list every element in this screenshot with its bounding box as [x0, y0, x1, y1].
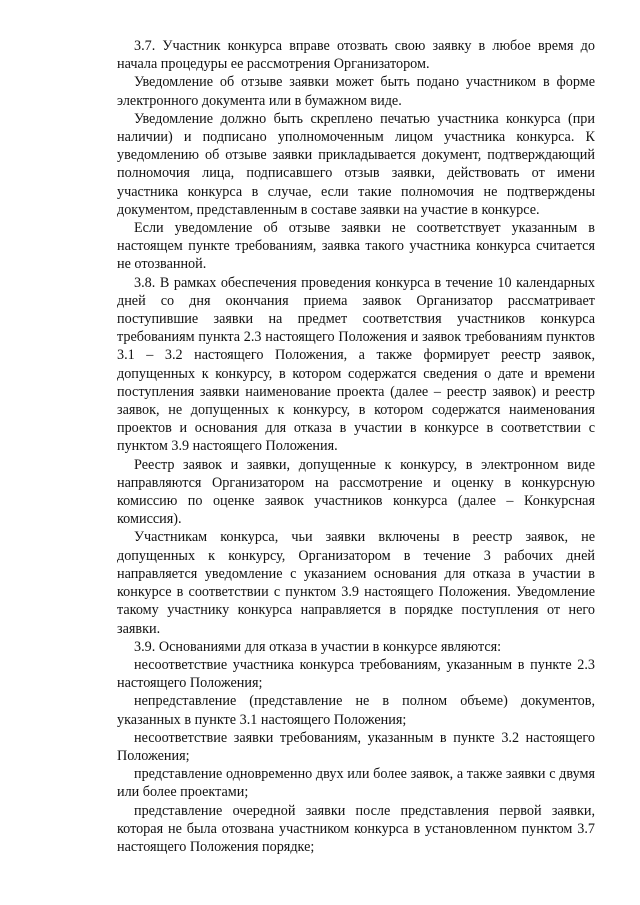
paragraph-3-7: 3.7. Участник конкурса вправе отозвать свою заявку в любое время до начала процедуры ее рассмотрения Организатором. — [117, 38, 595, 73]
list-item-ground-application: несоответствие заявки требованиям, указанным в пункте 3.2 настоящего Положения; — [117, 729, 595, 764]
list-item-ground-multiple: представление одновременно двух или более заявок, а также заявки с двумя или более проектами; — [117, 766, 595, 801]
paragraph-withdrawal-form: Уведомление об отзыве заявки может быть подано участником в форме электронного документа или в бумажном виде. — [117, 74, 595, 109]
list-item-ground-documents: непредставление (представление не в полном объеме) документов, указанных в пункте 3.1 настоящего Положения; — [117, 693, 595, 728]
paragraph-3-8: 3.8. В рамках обеспечения проведения конкурса в течение 10 календарных дней со дня окончания приема заявок Организатор рассматривает поступившие заявки на предмет соответствия участников конкурса требованиям пункта 2.3 настоящего Положения и заявок требованиям пунктов 3.1 – 3.2 настоящего Положения, а также формирует реестр заявок, допущенных к конкурсу, в котором содержатся сведения о дате и времени поступления заявки наименование проекта (далее – реестр заявок) и реестр заявок, не допущенных к конкурсу, в котором содержатся наименования проектов и основания для отказа в участии в конкурсе в соответствии с пунктом 3.9 настоящего Положения. — [117, 274, 595, 455]
paragraph-3-9: 3.9. Основаниями для отказа в участии в конкурсе являются: — [134, 638, 502, 655]
document-body — [117, 37, 595, 856]
paragraph-withdrawal-seal: Уведомление должно быть скреплено печатью участника конкурса (при наличии) и подписано уполномоченным лицом участника конкурса. К уведомлению об отзыве заявки прикладывается документ, подтверждающий полномочия лица, подписавшего отзыв заявки, действовать от имени участника конкурса в случае, если такие полномочия не подтверждены документом, представленным в составе заявки на участие в конкурсе. — [117, 110, 595, 218]
paragraph-rejection-notice: Участникам конкурса, чьи заявки включены в реестр заявок, не допущенных к конкурсу, Организатором в течение 3 рабочих дней направляется уведомление с указанием основания для отказа в участии в конкурсе в соответствии с пунктом 3.9 настоящего Положения. Уведомление такому участнику конкурса направляется в порядке поступления от него заявки. — [117, 529, 595, 637]
list-item-ground-participant: несоответствие участника конкурса требованиям, указанным в пункте 2.3 настоящего Положения; — [117, 656, 595, 692]
list-item-ground-repeat: представление очередной заявки после представления первой заявки, которая не была отозвана участником конкурса в установленном пунктом 3.7 настоящего Положения порядке; — [117, 802, 595, 855]
paragraph-registry-commission: Реестр заявок и заявки, допущенные к конкурсу, в электронном виде направляются Организатором на рассмотрение и оценку в конкурсную комиссию по оценке заявок участников конкурса (далее – Конкурсная комиссия). — [117, 456, 595, 528]
paragraph-withdrawal-invalid: Если уведомление об отзыве заявки не соответствует указанным в настоящем пункте требованиям, заявка такого участника конкурса считается не отозванной. — [117, 220, 595, 273]
